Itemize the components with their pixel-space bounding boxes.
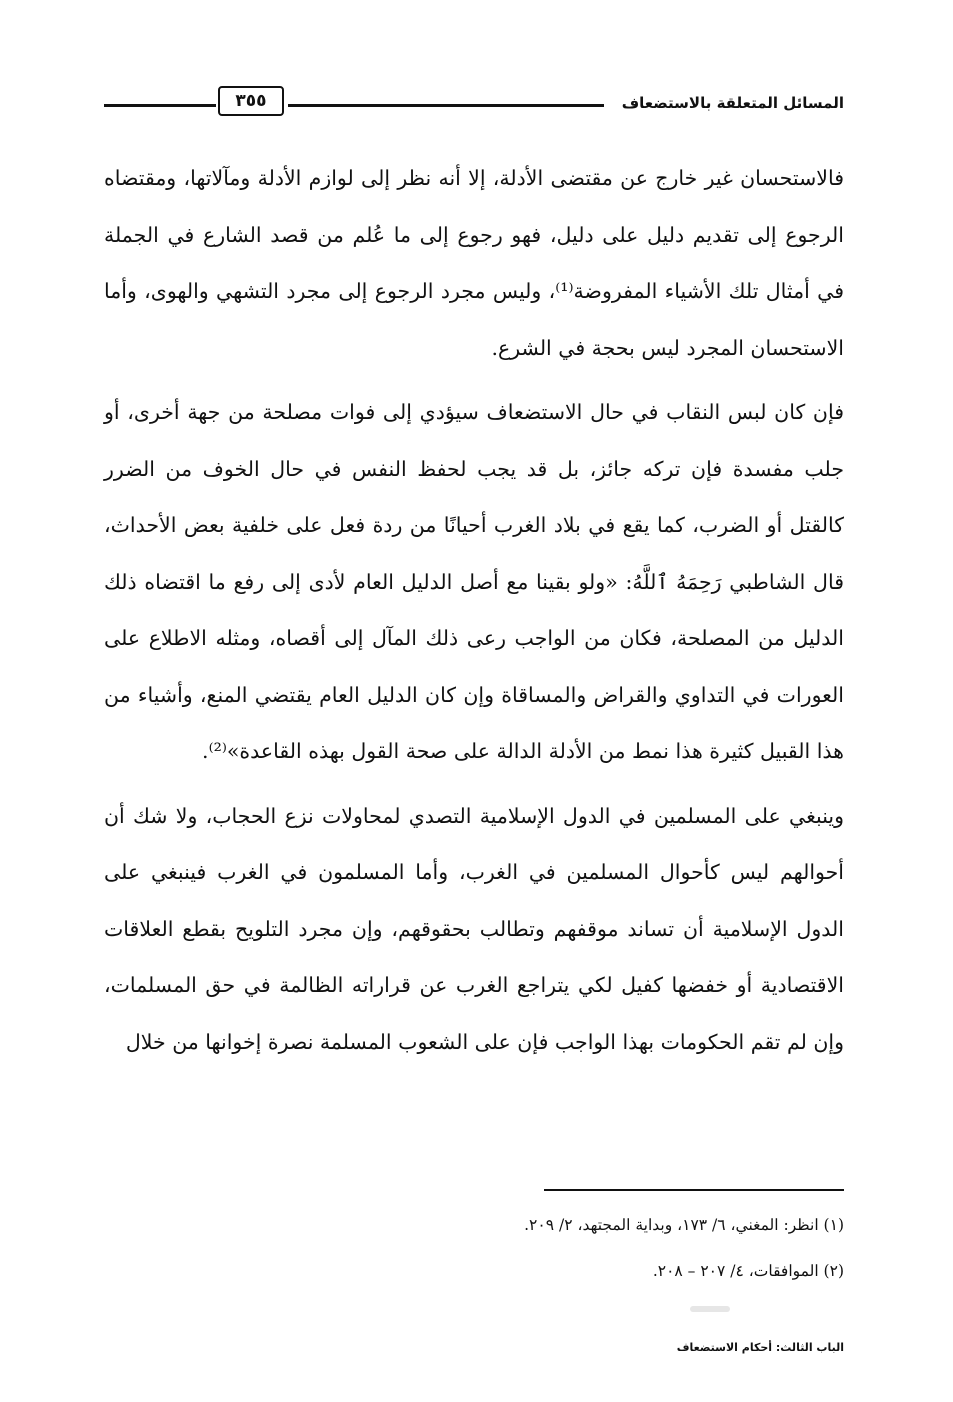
scan-smudge — [690, 1306, 730, 1312]
header-rule-right — [288, 104, 604, 107]
header-rule-left — [104, 104, 216, 107]
paragraph-2: فإن كان لبس النقاب في حال الاستضعاف سيؤدي إلى فوات مصلحة من جهة أخرى، أو جلب مفسدة فإن تركه جائز، بل قد يجب لحفظ النفس في حال الخوف من الضرر كالقتل أو الضرب، كما يقع في بلاد الغرب أحيانًا من ردة فعل على خلفية بعض الأحداث، قال الشاطبي رَحِمَهُ ٱللَّهُ: «ولو بقينا مع أصل الدليل العام لأدى إلى رفع ما اقتضاه ذلك الدليل من المصلحة، فكان من الواجب رعى ذلك المآل إلى أقصاه، ومثله الاطلاع على العورات في التداوي والقراض والمساقاة وإن كان الدليل العام يقتضي المنع، وأشياء من هذا القبيل كثيرة هذا نمط من الأدلة الدالة على صحة القول بهذه القاعدة»⁽²⁾. — [104, 400, 844, 763]
footnotes — [104, 1210, 844, 1302]
footnote-1: (١) انظر: المغني، ٦/ ١٧٣، وبداية المجتهد، ٢/ ٢٠٩. — [524, 1216, 844, 1234]
paragraph-3: وينبغي على المسلمين في الدول الإسلامية التصدي لمحاولات نزع الحجاب، ولا شك أن أحوالهم ليس كأحوال المسلمين في الغرب، وأما المسلمون في الغرب فينبغي على الدول الإسلامية أن تساند موقفهم وتطالب بحقوقهم، وإن مجرد التلويح بقطع العلاقات الاقتصادية أو خفضها كفيل لكي يتراجع الغرب عن قراراته الظالمة في حق المسلمات، وإن لم تقم الحكومات بهذا الواجب فإن على الشعوب المسلمة نصرة إخوانها من خلال — [104, 803, 844, 1054]
paragraph-1: فالاستحسان غير خارج عن مقتضى الأدلة، إلا أنه نظر إلى لوازم الأدلة ومآلاتها، ومقتضاه الرجوع إلى تقديم دليل على دليل، فهو رجوع إلى ما عُلم من قصد الشارع في الجملة في أمثال تلك الأشياء المفروضة⁽¹⁾، وليس مجرد الرجوع إلى مجرد التشهي والهوى، وأما الاستحسان المجرد ليس بحجة في الشرع. — [104, 166, 844, 360]
footnote-separator — [544, 1189, 844, 1191]
running-footer: الباب الثالث: أحكام الاستضعاف — [676, 1341, 844, 1354]
page-number: ٣٥٥ — [218, 86, 284, 116]
main-text — [104, 150, 844, 1070]
running-header — [104, 86, 844, 126]
chapter-section-title: المسائل المتعلقة بالاستضعاف — [621, 94, 844, 112]
footnote-2: (٢) الموافقات، ٤/ ٢٠٧ – ٢٠٨. — [652, 1262, 844, 1280]
